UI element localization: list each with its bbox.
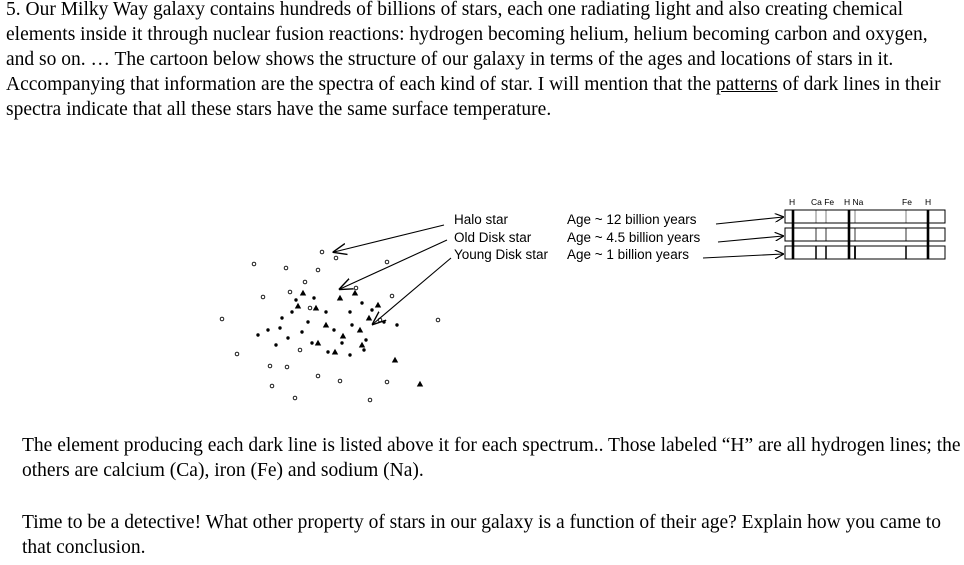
halo-spectrum bbox=[785, 210, 945, 223]
young-disk-star-triangle bbox=[375, 302, 381, 308]
question-prompt: Time to be a detective! What other property of stars in our galaxy is a function of their age? Explain how you came to that conclusion. bbox=[22, 512, 941, 558]
spectrum-arrows bbox=[703, 217, 783, 258]
old-disk-star-dot bbox=[286, 336, 289, 339]
element-label: Ca Fe bbox=[811, 197, 835, 207]
element-label: H Na bbox=[844, 197, 864, 207]
young-disk-star-triangle bbox=[357, 327, 363, 333]
young-disk-star-triangle bbox=[323, 322, 329, 328]
halo-star-dot bbox=[436, 318, 440, 322]
halo-star-dot bbox=[320, 250, 324, 254]
star-type-labels bbox=[454, 212, 700, 262]
halo-star-dot bbox=[293, 396, 297, 400]
young-disk-star-triangle bbox=[295, 303, 301, 309]
old-disk-star-dot bbox=[312, 296, 315, 299]
star-type-label: Old Disk star bbox=[454, 230, 532, 245]
halo-star-dot bbox=[390, 294, 394, 298]
halo-star-dot bbox=[285, 365, 289, 369]
element-label: H bbox=[925, 197, 932, 207]
star-age-label: Age ~ 12 billion years bbox=[567, 212, 697, 227]
star-age-label: Age ~ 1 billion years bbox=[567, 247, 689, 262]
old-disk-star-dot bbox=[340, 341, 343, 344]
old-disk-star-dot bbox=[278, 326, 281, 329]
element-label: Fe bbox=[902, 197, 912, 207]
halo-star-dot bbox=[368, 398, 372, 402]
halo-star-dot bbox=[268, 364, 272, 368]
young-disk-star-triangle bbox=[366, 315, 372, 321]
young-disk-star-triangle bbox=[332, 349, 338, 355]
spectrum-element-labels bbox=[789, 197, 931, 207]
star-type-label: Young Disk star bbox=[454, 247, 549, 262]
young-disk-star-triangle bbox=[359, 342, 365, 348]
young-disk-spectrum bbox=[785, 246, 945, 259]
young-disk-star-triangle bbox=[352, 290, 358, 296]
halo-star-dot bbox=[316, 268, 320, 272]
halo-star-dot bbox=[261, 295, 265, 299]
intro-text-1: 5. Our Milky Way galaxy contains hundreds of billions of stars, each one radiating light and also creating chemical elements inside it through nuclear fusion reactions: hydrogen becoming helium, helium becoming carbon and oxygen, and so on. … The cartoon below shows the structure of our galaxy in terms of the ages and locations of stars in it. Accompanying that information are the spectra of each kind of star. I will mention that the bbox=[6, 0, 933, 95]
old-disk-star-dot bbox=[395, 323, 398, 326]
halo-star-dot bbox=[354, 286, 358, 290]
halo-star-dot bbox=[284, 266, 288, 270]
halo-star-dot bbox=[308, 306, 312, 310]
old-disk-star-dot bbox=[324, 310, 327, 313]
old-disk-star-dot bbox=[266, 328, 269, 331]
element-explanation: The element producing each dark line is listed above it for each spectrum.. Those labeled “H” are all hydrogen lines; the others are calcium (Ca), iron (Fe) and sodium (Na). bbox=[22, 435, 961, 481]
old-disk-arrow bbox=[340, 240, 447, 289]
halo-spectrum-arrow bbox=[716, 217, 783, 224]
old-disk-star-dot bbox=[274, 343, 277, 346]
old-disk-star-dot bbox=[306, 320, 309, 323]
old-disk-star-dot bbox=[290, 310, 293, 313]
element-label: H bbox=[789, 197, 796, 207]
old-disk-star-dot bbox=[348, 353, 351, 356]
young-disk-star-triangle bbox=[417, 381, 423, 387]
old-disk-star-dot bbox=[348, 310, 351, 313]
halo-star-dot bbox=[235, 352, 239, 356]
old-disk-star-dot bbox=[256, 333, 259, 336]
old-disk-star-dot bbox=[360, 301, 363, 304]
young-disk-star-triangle bbox=[340, 333, 346, 339]
halo-star-dot bbox=[303, 280, 307, 284]
young-disk-star-triangle bbox=[337, 295, 343, 301]
old-disk-star-dot bbox=[294, 298, 297, 301]
young-disk-star-triangle bbox=[313, 305, 319, 311]
old-disk-star-dot bbox=[326, 350, 329, 353]
star-age-label: Age ~ 4.5 billion years bbox=[567, 230, 701, 245]
young-disk-star-triangle bbox=[315, 340, 321, 346]
old-disk-star-dot bbox=[362, 348, 365, 351]
halo-star-dot bbox=[385, 260, 389, 264]
halo-star-dot bbox=[270, 384, 274, 388]
intro-text-2: of dark lines in their spectra indicate that all these stars have the same surface temperature. bbox=[6, 74, 946, 120]
halo-star-dot bbox=[316, 374, 320, 378]
old-disk-star-dot bbox=[350, 323, 353, 326]
old-disk-star-dot bbox=[332, 328, 335, 331]
old-disk-star-dot bbox=[300, 330, 303, 333]
star-type-label: Halo star bbox=[454, 212, 509, 227]
old-disk-spectrum-arrow bbox=[718, 236, 783, 242]
young-disk-spectrum-arrow bbox=[703, 254, 783, 258]
halo-star-dot bbox=[220, 317, 224, 321]
spectra bbox=[785, 210, 945, 259]
halo-star-dot bbox=[334, 256, 338, 260]
galaxy-star-field bbox=[220, 250, 440, 402]
old-disk-star-dot bbox=[382, 320, 385, 323]
young-disk-star-triangle bbox=[300, 290, 306, 296]
halo-arrow bbox=[334, 225, 444, 252]
old-disk-star-dot bbox=[364, 338, 367, 341]
halo-star-dot bbox=[288, 290, 292, 294]
old-disk-star-dot bbox=[310, 341, 313, 344]
old-disk-star-dot bbox=[370, 308, 373, 311]
young-disk-arrow bbox=[373, 258, 451, 324]
old-disk-star-dot bbox=[280, 316, 283, 319]
halo-star-dot bbox=[252, 262, 256, 266]
young-disk-star-triangle bbox=[392, 357, 398, 363]
halo-star-dot bbox=[385, 380, 389, 384]
old-disk-spectrum bbox=[785, 228, 945, 241]
patterns-underlined: patterns bbox=[715, 74, 778, 95]
halo-star-dot bbox=[338, 379, 342, 383]
halo-star-dot bbox=[298, 348, 302, 352]
label-pointer-arrows bbox=[334, 225, 451, 324]
